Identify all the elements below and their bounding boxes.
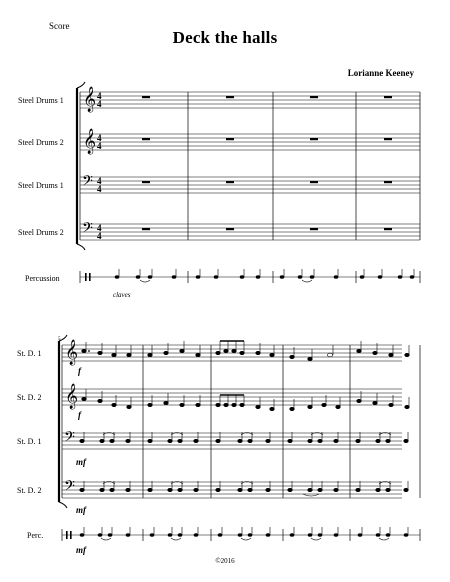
whole-rests <box>142 96 392 230</box>
system-2 <box>58 335 420 555</box>
bass-clef-icon: 𝄢 <box>64 429 75 449</box>
percussion-pattern-2 <box>80 527 408 540</box>
dynamic-marking: mf <box>76 545 86 555</box>
staff-sd2-bass <box>80 224 420 240</box>
svg-text:4: 4 <box>97 176 102 186</box>
svg-text:4: 4 <box>97 133 102 143</box>
score-label: Score <box>49 21 70 31</box>
instrument-name-sd2-bass: Steel Drums 2 <box>18 228 64 237</box>
instrument-abbr-sd1: St. D. 1 <box>17 349 42 358</box>
instrument-name-sd1-bass: Steel Drums 1 <box>18 181 64 190</box>
svg-text:4: 4 <box>97 99 102 109</box>
treble-clef-icon: 𝄞 <box>65 340 79 365</box>
bass-clef-icon: 𝄢 <box>64 478 75 498</box>
bass-clef-icon: 𝄢 <box>82 173 93 193</box>
staff2-sd1 <box>62 345 402 361</box>
instrument-abbr-sd2: St. D. 2 <box>17 393 42 402</box>
instrument-name-sd2: Steel Drums 2 <box>18 138 64 147</box>
svg-text:4: 4 <box>97 223 102 233</box>
melody-sd1 <box>82 341 410 361</box>
dynamic-marking: mf <box>76 457 86 467</box>
bass-clef-icon: 𝄢 <box>82 220 93 240</box>
dynamic-marking: mf <box>76 505 86 515</box>
svg-text:4: 4 <box>97 231 102 241</box>
treble-clef-icon: 𝄞 <box>65 384 79 409</box>
svg-text:4: 4 <box>97 141 102 151</box>
treble-clef-icon: 𝄞 <box>83 87 97 112</box>
barlines-system-1 <box>188 92 420 283</box>
composer-name: Lorianne Keeney <box>347 68 414 78</box>
dynamic-marking: f <box>78 366 81 376</box>
instrument-abbr-perc: Perc. <box>27 531 44 540</box>
copyright-footer: ©2016 <box>215 557 235 565</box>
melody-sd2 <box>82 389 410 411</box>
time-signature-4-4 <box>97 91 102 241</box>
instrument-abbr-sd1-bass: St. D. 1 <box>17 437 42 446</box>
system-1 <box>77 82 420 299</box>
staff2-sd2 <box>62 389 402 405</box>
svg-text:4: 4 <box>97 184 102 194</box>
instrument-name-percussion: Percussion <box>25 274 60 283</box>
barlines-system-2 <box>143 345 420 541</box>
page-title: Deck the halls <box>172 28 278 47</box>
svg-text:4: 4 <box>97 91 102 101</box>
percussion-pattern-1 <box>115 269 414 282</box>
staff-sd1-bass <box>80 177 420 193</box>
instrument-abbr-sd2-bass: St. D. 2 <box>17 486 42 495</box>
measure-number: 5 <box>58 337 61 342</box>
instrument-name-sd1: Steel Drums 1 <box>18 96 64 105</box>
claves-annotation: claves <box>113 291 131 299</box>
staff-sd2 <box>80 134 420 150</box>
dynamic-marking: f <box>78 410 81 420</box>
treble-clef-icon: 𝄞 <box>83 129 97 154</box>
staff-sd1 <box>80 92 420 108</box>
